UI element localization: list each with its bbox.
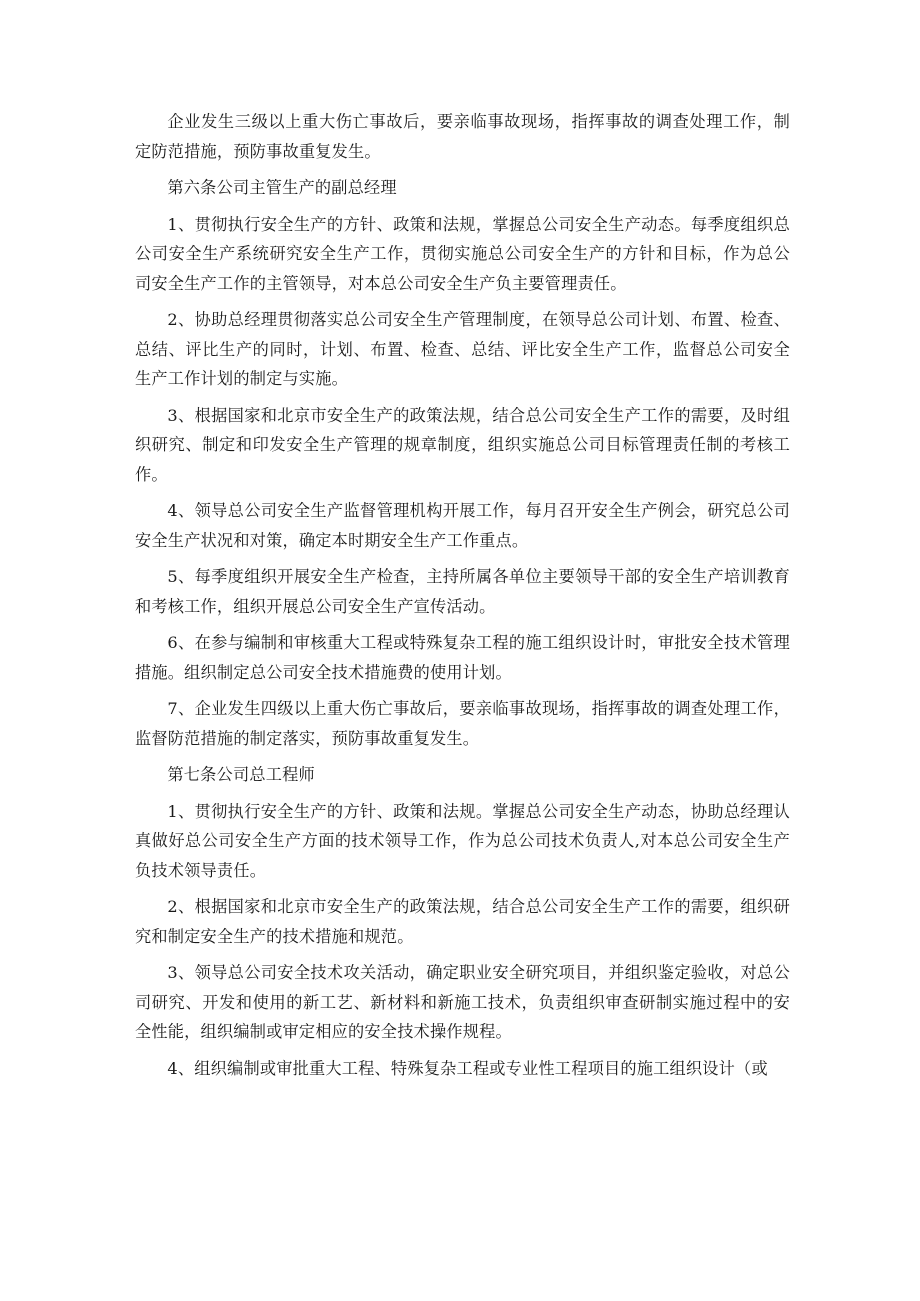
paragraph-accident-director: 企业发生三级以上重大伤亡事故后，要亲临事故现场，指挥事故的调查处理工作，制定防范措施，预防事故重复发生。: [135, 112, 790, 161]
document-body: [135, 107, 790, 1090]
article-7-item-2: 2、根据国家和北京市安全生产的政策法规，结合总公司安全生产工作的需要，组织研究和制定安全生产的技术措施和规范。: [135, 897, 790, 946]
article-7-item-4: 4、组织编制或审批重大工程、特殊复杂工程或专业性工程项目的施工组织设计（或: [167, 1058, 768, 1078]
article-6-item-4: 4、领导总公司安全生产监督管理机构开展工作，每月召开安全生产例会，研究总公司安全生产状况和对策，确定本时期安全生产工作重点。: [135, 501, 790, 550]
article-6-item-2: 2、协助总经理贯彻落实总公司安全生产管理制度，在领导总公司计划、布置、检查、总结、评比生产的同时，计划、布置、检查、总结、评比安全生产工作，监督总公司安全生产工作计划的制定与实施。: [135, 310, 790, 388]
article-7-heading: 第七条公司总工程师: [167, 765, 315, 784]
article-6-item-3: 3、根据国家和北京市安全生产的政策法规，结合总公司安全生产工作的需要，及时组织研究、制定和印发安全生产管理的规章制度，组织实施总公司目标管理责任制的考核工作。: [135, 405, 790, 484]
article-6-heading: 第六条公司主管生产的副总经理: [167, 178, 397, 197]
article-6-item-6: 6、在参与编制和审核重大工程或特殊复杂工程的施工组织设计时，审批安全技术管理措施。组织制定总公司安全技术措施费的使用计划。: [135, 633, 790, 682]
article-7-item-1: 1、贯彻执行安全生产的方针、政策和法规。掌握总公司安全生产动态，协助总经理认真做好总公司安全生产方面的技术领导工作，作为总公司技术负责人,对本总公司安全生产负技术领导责任。: [135, 801, 790, 880]
article-6-item-7: 7、企业发生四级以上重大伤亡事故后，要亲临事故现场，指挥事故的调查处理工作，监督防范措施的制定落实，预防事故重复发生。: [135, 699, 790, 748]
article-7-item-3: 3、领导总公司安全技术攻关活动，确定职业安全研究项目，并组织鉴定验收，对总公司研究、开发和使用的新工艺、新材料和新施工技术，负责组织审查研制实施过程中的安全性能，组织编制或审定相应的安全技术操作规程。: [135, 963, 790, 1041]
article-6-item-1: 1、贯彻执行安全生产的方针、政策和法规，掌握总公司安全生产动态。每季度组织总公司安全生产系统研究安全生产工作，贯彻实施总公司安全生产的方针和目标，作为总公司安全生产工作的主管领导，对本总公司安全生产负主要管理责任。: [135, 214, 790, 293]
article-6-item-5: 5、每季度组织开展安全生产检查，主持所属各单位主要领导干部的安全生产培训教育和考核工作，组织开展总公司安全生产宣传活动。: [135, 567, 790, 616]
